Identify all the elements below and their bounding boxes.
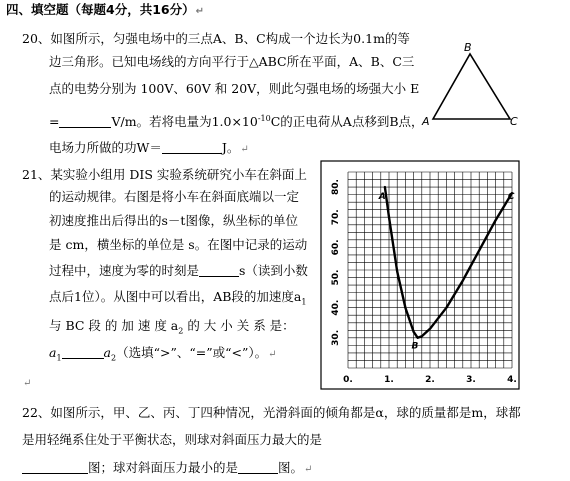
q21-text-7b: 的 大 小 关 系 是： bbox=[183, 318, 295, 333]
q22-text-2: 是用轻绳系住处于平衡状态，则球对斜面压力最大的是 bbox=[22, 432, 323, 447]
q20-text-3: 点的电势分别为 100V、60V 和 20V，则此匀强电场的场强大小 E bbox=[49, 81, 420, 96]
q21-sub-3: 1 bbox=[56, 353, 62, 363]
point-label-a: A bbox=[378, 192, 386, 203]
q21-sub-1: 1 bbox=[301, 297, 307, 307]
q21-line-7 bbox=[49, 318, 295, 340]
q21-text-7a: 与 BC 段 的 加 速 度 a bbox=[49, 318, 179, 333]
q21-text-5b: s（读到小数 bbox=[239, 263, 308, 278]
q20-text-4c: C的正电荷从A点移到B点， bbox=[270, 114, 424, 130]
y-tick-label: 50. bbox=[331, 269, 341, 286]
q20-text-1: 如图所示，匀强电场中的三点A、B、C构成一个边长为0.1m的等 bbox=[50, 31, 410, 46]
point-label-c: C bbox=[507, 192, 515, 203]
q21-line-5 bbox=[49, 263, 308, 279]
section-title: 四、填空题（每题4分，共16分） bbox=[6, 2, 195, 17]
q22-blank-min[interactable] bbox=[238, 460, 278, 474]
x-tick-label: 3. bbox=[466, 375, 476, 385]
q21-text-3: 初速度推出后得出的s－t图像，纵坐标的单位 bbox=[49, 213, 298, 228]
q20-blank-e[interactable] bbox=[59, 114, 111, 128]
q21-text-8c: （选填“>”、“=”或“<”）。 bbox=[116, 345, 268, 360]
x-tick-label: 0. bbox=[343, 375, 353, 385]
q20-line-5 bbox=[49, 140, 249, 158]
x-tick-label: 1. bbox=[384, 375, 394, 385]
q21-line-1 bbox=[22, 167, 307, 183]
point-label-b: B bbox=[411, 341, 419, 352]
q21-text-2: 的运动规律。右图是将小车在斜面底端以一定 bbox=[49, 189, 300, 204]
q21-line-3 bbox=[49, 213, 298, 229]
y-tick-label: 60. bbox=[331, 239, 341, 256]
q21-text-6a: 点后1位）。从图中可以看出，AB段的加速度a bbox=[49, 289, 302, 304]
q21-line-6 bbox=[49, 289, 306, 311]
q21-line-8 bbox=[49, 345, 277, 367]
q22-text-1a: 如图所示，甲、乙、丙、丁四种情况，光滑斜面的倾角都是 bbox=[50, 405, 376, 420]
para-mark: ↵ bbox=[23, 378, 32, 389]
q21-number: 21、 bbox=[22, 167, 51, 182]
triangle-label-b: B bbox=[464, 41, 472, 54]
y-tick-label: 80. bbox=[331, 179, 341, 196]
q21-line-4 bbox=[49, 237, 307, 253]
q20-line-3 bbox=[49, 81, 419, 97]
q20-line-1 bbox=[22, 31, 410, 47]
q20-text-5a: 电场力所做的功W＝ bbox=[49, 140, 162, 155]
y-tick-label: 30. bbox=[331, 329, 341, 346]
q22-text-1b: ，球的质量都是m，球都 bbox=[383, 405, 521, 420]
q21-text-8b: a bbox=[103, 345, 111, 360]
x-tick-label: 2. bbox=[425, 375, 435, 385]
x-tick-label: 4. bbox=[507, 375, 517, 385]
q22-line-2 bbox=[22, 432, 322, 448]
q20-text-5b: J。 bbox=[221, 140, 240, 155]
st-graph bbox=[320, 160, 520, 390]
triangle-abc bbox=[433, 54, 510, 119]
q20-line-2 bbox=[49, 54, 414, 70]
triangle-label-c: C bbox=[510, 115, 518, 128]
q20-text-4b: V/m。若将电量为1.0×10 bbox=[111, 114, 258, 130]
q21-text-1: 某实验小组用 DIS 实验系统研究小车在斜面上 bbox=[50, 167, 307, 182]
empty-line bbox=[22, 374, 31, 392]
q22-text-3a: 图；球对斜面压力最小的是 bbox=[88, 460, 239, 475]
q21-blank-compare[interactable] bbox=[62, 345, 104, 359]
q22-line-3 bbox=[22, 460, 312, 478]
section-heading bbox=[6, 2, 204, 20]
q22-blank-max[interactable] bbox=[22, 460, 88, 474]
para-mark: ↵ bbox=[304, 464, 313, 475]
q20-text-2: 边三角形。已知电场线的方向平行于△ABC所在平面，A、B、C三 bbox=[49, 54, 415, 69]
y-tick-label: 70. bbox=[331, 209, 341, 226]
q22-line-1 bbox=[22, 405, 521, 421]
q21-blank-time[interactable] bbox=[199, 263, 239, 277]
q22-alpha: α bbox=[375, 405, 384, 420]
q21-text-8a: a bbox=[49, 345, 57, 360]
triangle-figure bbox=[424, 40, 524, 130]
triangle-label-a: A bbox=[422, 115, 430, 128]
chart-frame bbox=[321, 161, 519, 389]
q20-number: 20、 bbox=[22, 31, 51, 46]
q20-exponent: -10 bbox=[257, 114, 271, 123]
para-mark: ↵ bbox=[268, 349, 277, 360]
para-mark: ↵ bbox=[195, 6, 204, 17]
para-mark: ↵ bbox=[240, 144, 249, 155]
q20-line-4 bbox=[49, 111, 424, 130]
q21-text-4: 是 cm，横坐标的单位是 s。在图中记录的运动 bbox=[49, 237, 308, 252]
q20-text-4a: = bbox=[49, 114, 60, 130]
q21-sub-4: 2 bbox=[111, 353, 117, 363]
q21-text-5a: 过程中，速度为零的时刻是 bbox=[49, 263, 200, 278]
y-tick-label: 40. bbox=[331, 299, 341, 316]
q22-number: 22、 bbox=[22, 405, 51, 420]
q21-line-2 bbox=[49, 189, 299, 205]
q21-sub-2: 2 bbox=[178, 326, 184, 336]
q22-text-3b: 图。 bbox=[278, 460, 304, 475]
q20-blank-w[interactable] bbox=[162, 140, 222, 154]
